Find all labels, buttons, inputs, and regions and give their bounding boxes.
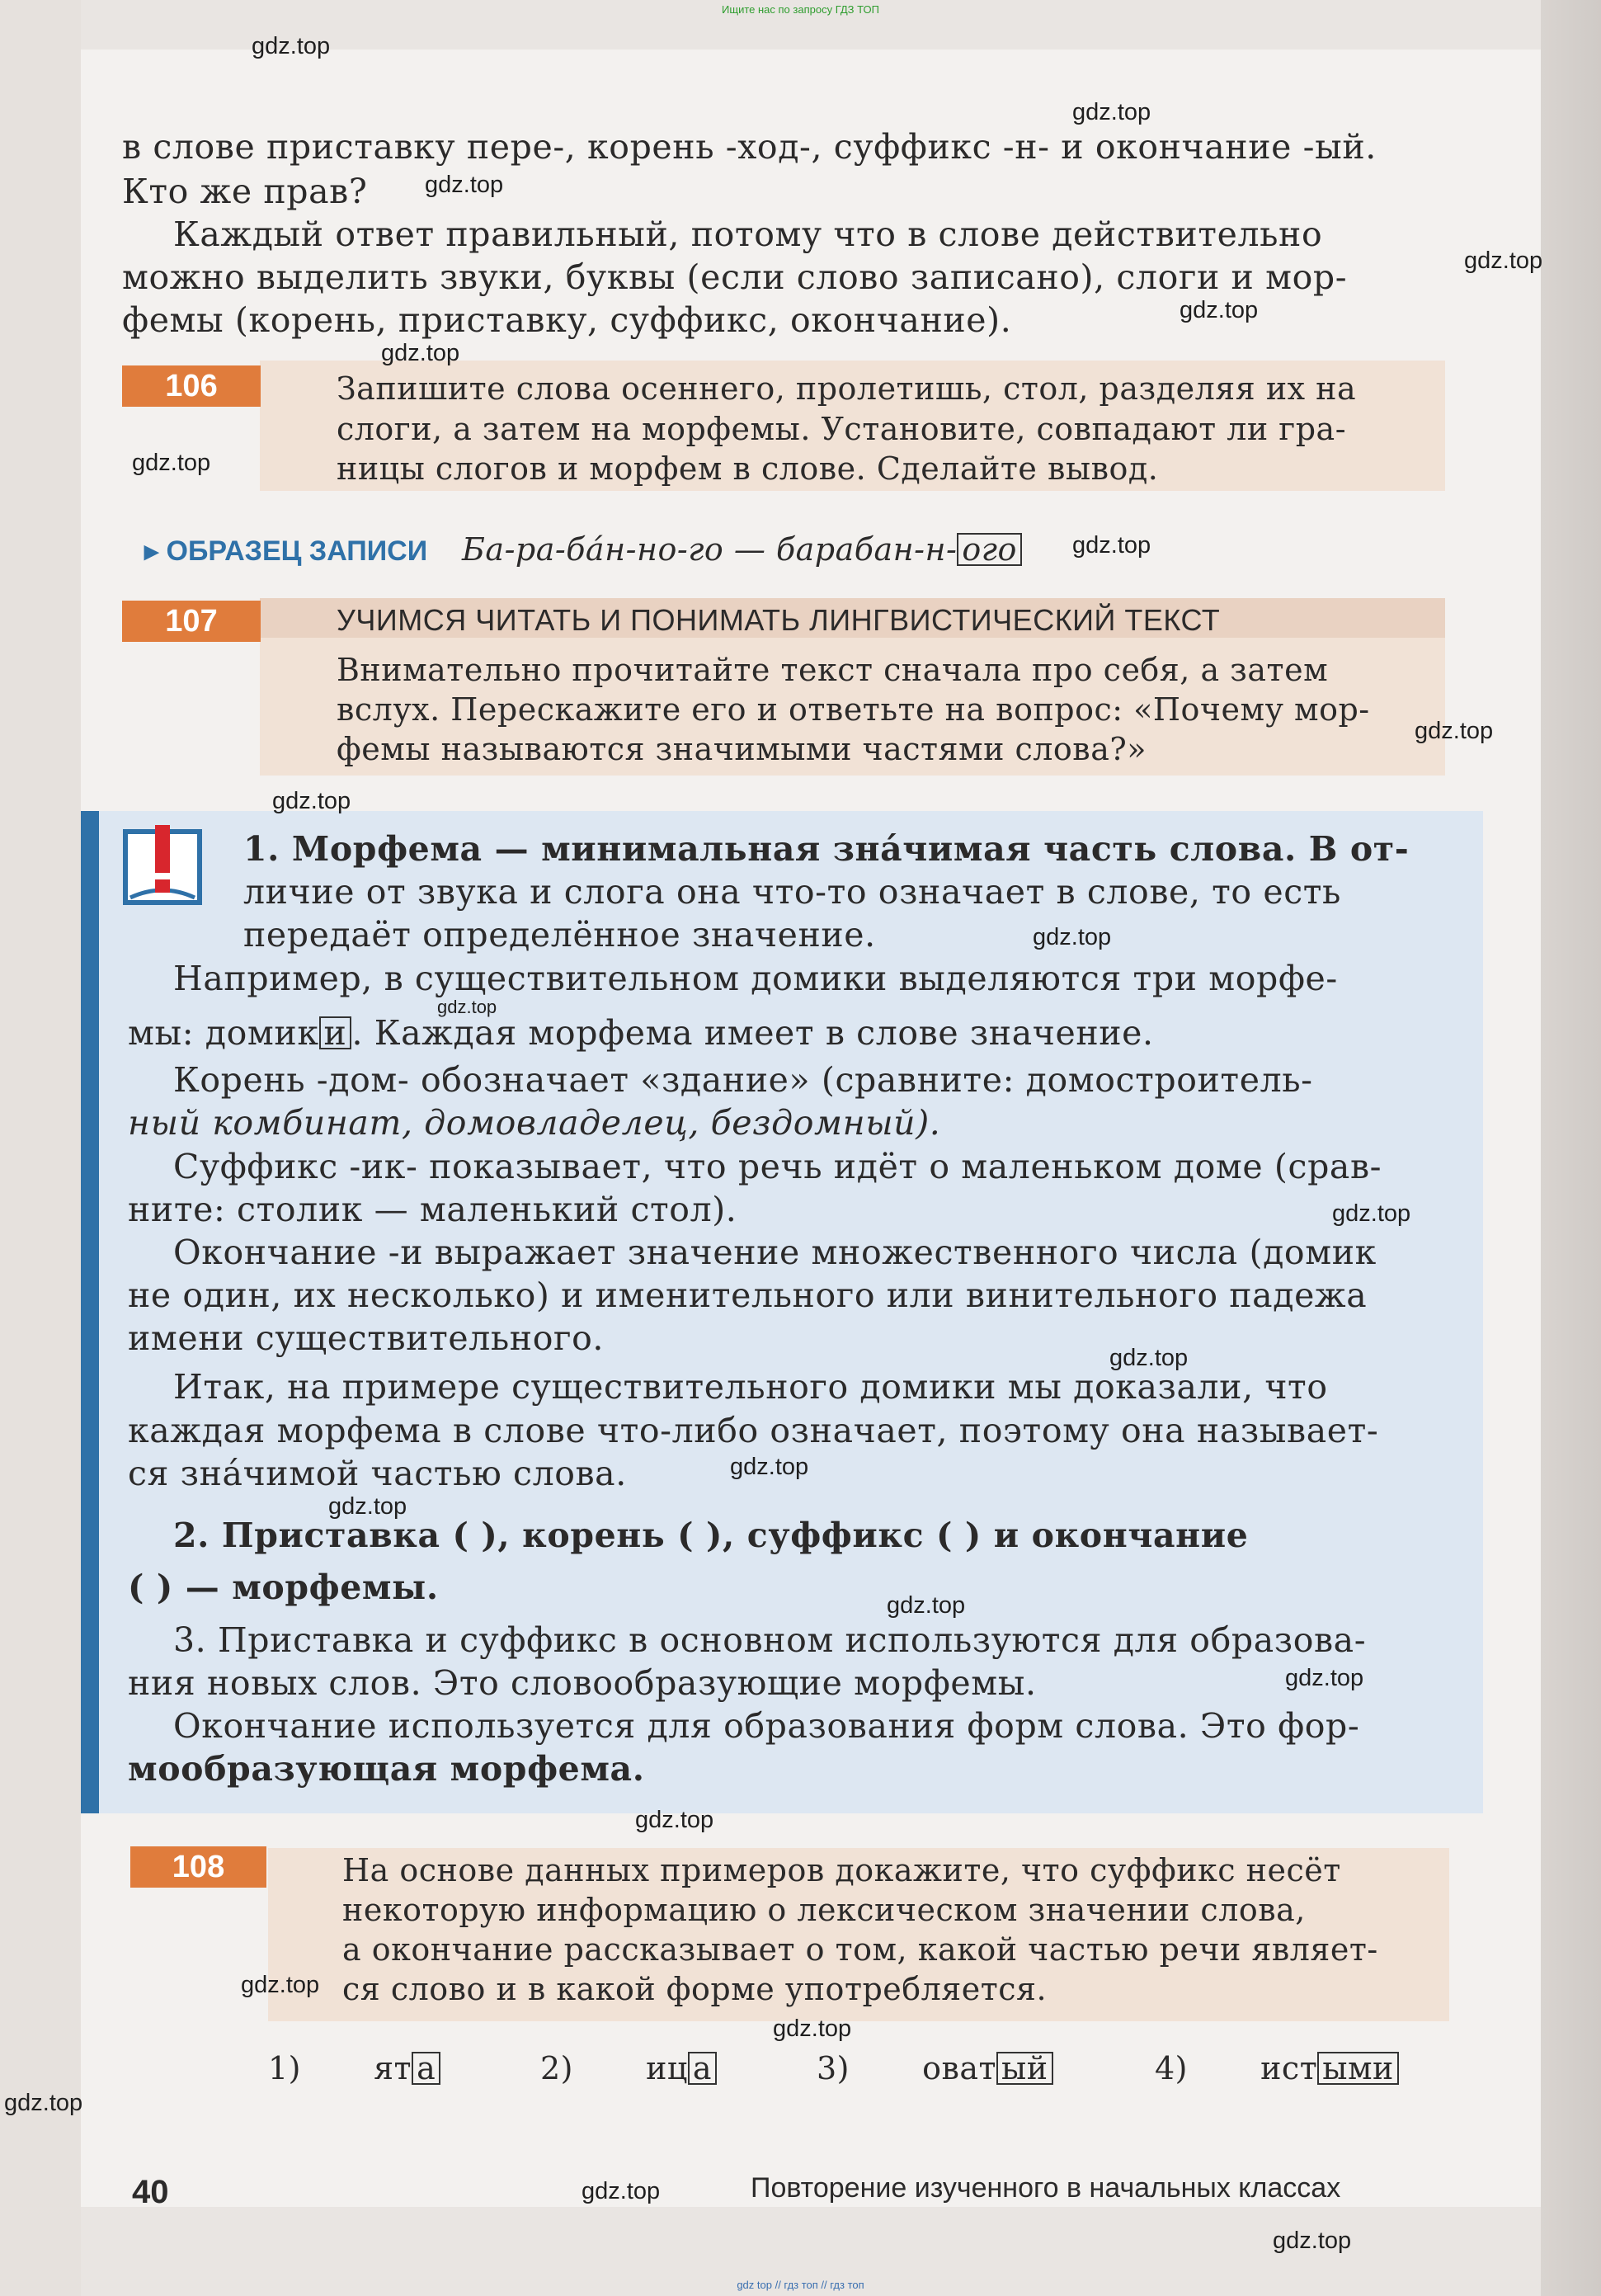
theory-line-20: Окончание используется для образования форм слова. Это фор- (173, 1706, 1360, 1746)
exercise-108-number: 108 (130, 1846, 266, 1888)
theory-line-3: передаёт определённое значение. (243, 915, 876, 955)
intro-line-1: в слове приставку пере-, корень -ход-, суффикс -н- и окончание -ый. (122, 127, 1377, 167)
theory-line-13: Итак, на примере существительного домики мы доказали, что (173, 1367, 1328, 1407)
item-3-number: 3) (817, 2050, 850, 2086)
watermark: gdz.top (1180, 297, 1259, 323)
exercise-108-line-2: некоторую информацию о лексическом значении слова, (342, 1892, 1306, 1928)
item-2-suffix: иц (646, 2050, 688, 2086)
item-3-suffix: оват (922, 2050, 997, 2086)
watermark: gdz.top (272, 788, 351, 814)
theory-line-1: 1. Морфема — минимальная зна́чимая часть слова. В от- (243, 829, 1410, 869)
theory-line-6: Корень -дом- обозначает «здание» (сравните: домостроитель- (173, 1060, 1313, 1100)
theory-line-19: ния новых слов. Это словообразующие морфемы. (128, 1663, 1037, 1703)
exercise-107-line-3: фемы называются значимыми частями слова?» (337, 731, 1147, 767)
item-4-ending: ыми (1317, 2052, 1399, 2085)
exercise-106-number: 106 (122, 365, 261, 407)
exercise-108-line-3: а окончание рассказывает о том, какой частью речи являет- (342, 1931, 1378, 1968)
item-4-suffix: ист (1260, 2050, 1318, 2086)
exercise-108-line-1: На основе данных примеров докажите, что суффикс несёт (342, 1852, 1341, 1888)
watermark: gdz.top (1273, 2228, 1352, 2254)
theory-line-4: Например, в существительном домики выделяются три морфе- (173, 959, 1338, 998)
watermark: gdz.top (381, 340, 460, 366)
theory-line-10: Окончание -и выражает значение множественного числа (домик (173, 1233, 1377, 1272)
sample-text (462, 530, 1022, 569)
theory-line-16: 2. Приставка ( ), корень ( ), суффикс ( ) и окончание (173, 1516, 1249, 1555)
sample-word: Ба-ра-ба́н-но-го — барабан-н- (462, 531, 958, 568)
exercise-108-item-3 (817, 2048, 1053, 2088)
header-note: Ищите нас по запросу ГДЗ ТОП (722, 3, 879, 16)
theory-line-5 (128, 1011, 1456, 1054)
intro-line-2: Кто же прав? (122, 172, 368, 211)
page-left-margin (0, 0, 81, 2296)
theory-line-5b: . Каждая морфема имеет в слове значение. (351, 1013, 1154, 1053)
intro-line-5: фемы (корень, приставку, суффикс, окончание). (122, 300, 1012, 340)
footer-title: Повторение изученного в начальных классах (751, 2172, 1341, 2204)
theory-line-14: каждая морфема в слове что-либо означает, поэтому она называет- (128, 1411, 1379, 1450)
watermark: gdz.top (1033, 924, 1112, 950)
sample-label-text: ОБРАЗЕЦ ЗАПИСИ (166, 535, 428, 567)
theory-line-8: Суффикс -ик- показывает, что речь идёт о маленьком доме (срав- (173, 1147, 1382, 1186)
theory-side-bar (81, 811, 99, 1813)
watermark: gdz.top (241, 1972, 320, 1998)
watermark: gdz.top (730, 1454, 809, 1480)
watermark: gdz.top (4, 2090, 83, 2116)
footer-note: gdz top // гдз топ // гдз топ (737, 2279, 864, 2291)
item-3-ending: ый (996, 2052, 1053, 2085)
exercise-106-line-3: ницы слогов и морфем в слове. Сделайте вывод. (337, 450, 1159, 487)
theory-line-11: не один, их несколько) и именительного или винительного падежа (128, 1275, 1368, 1315)
item-4-number: 4) (1155, 2050, 1189, 2086)
theory-line-15: ся зна́чимой частью слова. (128, 1454, 627, 1493)
watermark: gdz.top (1072, 99, 1151, 125)
watermark: gdz.top (328, 1493, 407, 1520)
watermark: gdz.top (1415, 718, 1494, 744)
intro-line-3: Каждый ответ правильный, потому что в слове действительно (173, 215, 1323, 254)
watermark: gdz.top (425, 172, 504, 198)
theory-line-18: 3. Приставка и суффикс в основном используются для образова- (173, 1620, 1367, 1660)
theory-line-9: ните: столик — маленький стол). (128, 1190, 737, 1229)
exercise-108-item-1 (268, 2048, 440, 2088)
exclamation-book-icon (122, 825, 203, 908)
watermark: gdz.top (1072, 532, 1151, 559)
watermark: gdz.top (1285, 1665, 1364, 1691)
exercise-107-title: УЧИМСЯ ЧИТАТЬ И ПОНИМАТЬ ЛИНГВИСТИЧЕСКИЙ ТЕКСТ (337, 603, 1221, 637)
watermark: gdz.top (1332, 1200, 1411, 1227)
exercise-108-line-4: ся слово и в какой форме употребляется. (342, 1971, 1048, 2007)
item-1-ending: а (412, 2052, 440, 2085)
theory-line-5-ending: и (319, 1016, 352, 1049)
theory-line-12: имени существительного. (128, 1318, 605, 1358)
sample-label: ▸ ОБРАЗЕЦ ЗАПИСИ (144, 535, 428, 567)
item-1-number: 1) (268, 2050, 302, 2086)
theory-line-17: ( ) — морфемы. (128, 1568, 439, 1607)
page-right-edge (1541, 0, 1601, 2296)
exercise-107-line-1: Внимательно прочитайте текст сначала про себя, а затем (337, 652, 1329, 688)
theory-line-21: мообразующая морфема. (128, 1749, 645, 1789)
item-1-suffix: ят (374, 2050, 412, 2086)
watermark: gdz.top (132, 450, 211, 476)
exercise-108-item-4 (1155, 2048, 1399, 2088)
theory-line-5a: мы: домик (128, 1013, 319, 1053)
theory-line-2: личие от звука и слога она что-то означает в слове, то есть (243, 872, 1341, 912)
sample-ending: ого (957, 533, 1021, 566)
exercise-106-line-1: Запишите слова осеннего, пролетишь, стол, разделяя их на (337, 370, 1357, 407)
theory-line-7: ный комбинат, домовладелец, бездомный). (128, 1103, 941, 1143)
watermark: gdz.top (1464, 248, 1543, 274)
exercise-107-number: 107 (122, 601, 261, 642)
item-2-number: 2) (540, 2050, 574, 2086)
intro-line-4: можно выделить звуки, буквы (если слово записано), слоги и мор- (122, 257, 1348, 297)
exercise-106-line-2: слоги, а затем на морфемы. Установите, совпадают ли гра- (337, 411, 1347, 447)
page-number: 40 (132, 2174, 169, 2210)
watermark: gdz.top (887, 1592, 966, 1619)
watermark: gdz.top (437, 997, 497, 1017)
watermark: gdz.top (1109, 1345, 1189, 1371)
watermark: gdz.top (773, 2015, 852, 2042)
exercise-108-item-2 (540, 2048, 717, 2088)
watermark: gdz.top (582, 2178, 661, 2204)
watermark: gdz.top (252, 33, 331, 59)
watermark: gdz.top (635, 1807, 714, 1833)
item-2-ending: а (688, 2052, 717, 2085)
exercise-107-line-2: вслух. Перескажите его и ответьте на вопрос: «Почему мор- (337, 691, 1370, 728)
